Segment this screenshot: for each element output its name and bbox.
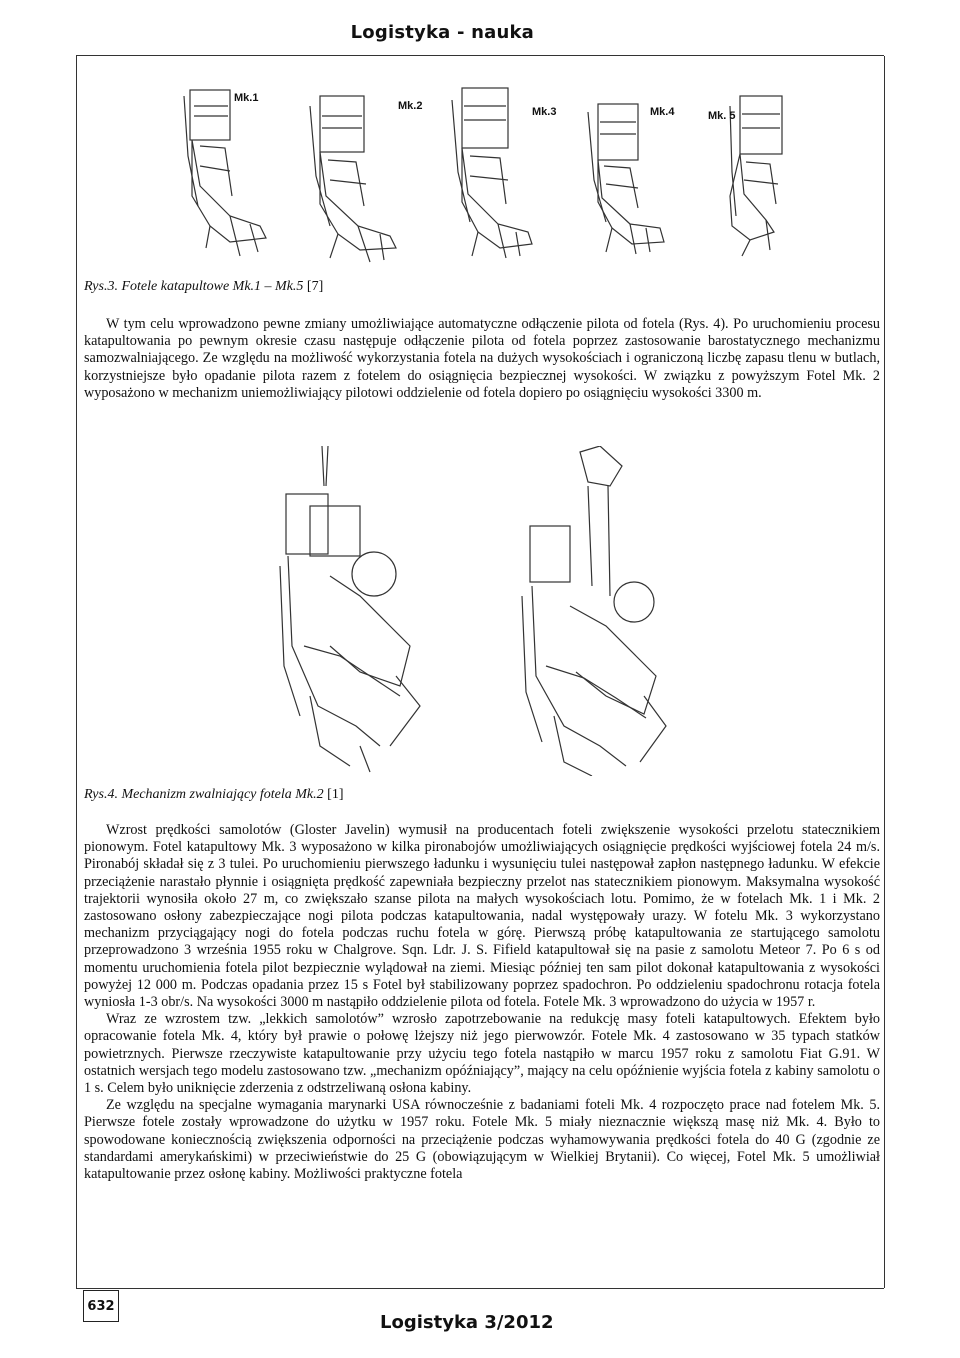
label-mk4: Mk.4 <box>650 106 675 118</box>
label-mk3: Mk.3 <box>532 106 557 118</box>
ejection-seats-drawing <box>170 76 790 266</box>
seat-mk5-drawing <box>730 96 782 256</box>
running-header: Logistyka - nauka <box>350 22 534 43</box>
journal-footer: Logistyka 3/2012 <box>380 1312 554 1333</box>
paragraph-4-text: Ze względu na specjalne wymagania marynarki USA równocześnie z badaniami foteli Mk. 4 rozpoczęto prace nad fotelem Mk. 5. Pierwsze fotele zostały wprowadzone do użytku w 1957 roku. Fotele Mk. 5 miały nieznacznie większą masę niż Mk. 4. Było to spowodowane koniecznością zwiększenia odporności na przeciążenie podczas wyhamowywania prędkości fotela do 40 G (zgodnie ze standardami amerykańskimi) w przeciwieństwie do 25 G (obowiązującym w Wielkiej Brytanii). Co więcej, Fotel Mk. 5 umożliwiał katapultowanie przez osłonę kabiny. Możliwości praktyczne fotela <box>84 1097 880 1183</box>
figure3-caption-label: Rys.3. <box>84 279 118 294</box>
seat-mk4-drawing <box>588 104 664 254</box>
body-text <box>84 822 880 1183</box>
paragraph-3-text: Wraz ze wzrostem tzw. „lekkich samolotów” wzrosło zapotrzebowanie na redukcję masy foteli katapultowych. Efektem było opracowanie fotela Mk. 4, który był prawie o połowę lżejszy niż jego pierwowzór. Fotele Mk. 4 zastosowano w 35 typach statków powietrznych. Pierwsze rzeczywiste katapultowanie przy użyciu tego fotela nastąpiło w marcu 1957 roku z samolotu Fiat G.91. W ostatnich wersjach tego modelu zastosowano tzw. „mechanizm opóźniający”, mający na celu opóźnienie wyjścia fotela z kabiny samolotu o 1 s. Celem było uniknięcie zderzenia z odstrzeliwaną osłona kabiny. <box>84 1011 880 1097</box>
right-margin-rule <box>884 56 885 1288</box>
seat-mk3-drawing <box>452 88 532 258</box>
footer-rule <box>76 1288 884 1289</box>
figure4-caption <box>84 786 343 804</box>
left-pilot-seat-drawing <box>280 446 420 772</box>
seat-mk1-drawing <box>184 90 266 256</box>
paragraph-2-text: Wzrost prędkości samolotów (Gloster Javelin) wymusił na producentach foteli zwiększenie wysokości przelotu statecznikiem pionowym. Fotel katapultowy Mk. 3 wyposażono w kilka pironabojów umożliwiających osiągnięcie prędkości wyjściowej fotela 24 m/s. Pironabój składał się z 3 tulei. Po uruchomieniu pierwszego ładunku i wysunięciu tulei następował zapłon następnego ładunku. W efekcie przeciążenie narastało płynnie i osiągnięta prędkość zapewniała bezpieczny przelot nas statecznikiem pionowym. Maksymalna wysokość trajektorii wynosiła około 27 m, co zwiększało szanse pilota na małych wysokościach lotu. Pomimo, że w fotelach Mk. 1 i Mk. 2 zastosowano osłony zabezpieczające nogi pilota podczas katapultowania, nadal występowały urazy. W fotelu Mk. 3 wykorzystano mechanizm przyciągający nogi do fotela podczas ruchu fotela w górę. Pierwszą próbę katapultowania ze startującego samolotu przeprowadzono 3 września 1955 roku w Chalgrove. Sqn. Ldr. J. S. Fifield katapultował się na pasie z samolotu Meteor 7. Po 6 s od momentu uruchomienia fotela pilot bezpiecznie wylądował na ziemi. Miesiąc później ten sam pilot dokonał katapultowania z wysokości powyżej 12 000 m. Podczas opadania przez 15 s Fotel był stabilizowany poprzez spadochron. Po oddzieleniu spadochronu rotacja fotela wyniosła 1-3 obr/s. Na wysokości 3000 m nastąpiło oddzielenie pilota od fotela. Fotele Mk. 3 wprowadzono do użycia w 1957 r. <box>84 822 880 1011</box>
figure-ejection-seats <box>170 76 790 266</box>
figure-release-mechanism <box>270 446 690 776</box>
paragraph-1 <box>84 316 880 402</box>
release-mechanism-drawing <box>270 446 690 776</box>
paragraph-1-text: W tym celu wprowadzono pewne zmiany umożliwiające automatyczne odłączenie pilota od fotela (Rys. 4). Po uruchomieniu procesu katapultowania po pewnym okresie czasu następuje odłączenie pilota od fotela poprzez zastosowanie barostatycznego mechanizmu samozwalniającego. Ze względu na możliwość wykorzystania fotela na dużych wysokościach i ograniczoną liczbę zapasu tlenu w butlach, korzystniejsze było opadanie pilota razem z fotelem do osiągnięcia bezpiecznej wysokości. W związku z powyższym Fotel Mk. 2 wyposażono w mechanizm uniemożliwiający pilotowi oddzielenie od fotela dopiero po osiągnięciu wysokości 3300 m. <box>84 316 880 401</box>
page-number: 632 <box>83 1290 119 1322</box>
figure3-caption-ref: [7] <box>306 279 324 294</box>
label-mk2: Mk.2 <box>398 100 423 112</box>
right-pilot-seat-drawing <box>522 446 666 776</box>
label-mk5: Mk. 5 <box>708 110 736 122</box>
figure3-caption <box>84 278 323 296</box>
figure4-caption-label: Rys.4. <box>84 787 118 802</box>
seat-mk2-drawing <box>310 96 396 262</box>
header-rule <box>76 55 884 56</box>
figure4-caption-text: Mechanizm zwalniający fotela Mk.2 <box>121 787 324 802</box>
label-mk1: Mk.1 <box>234 92 259 104</box>
figure4-caption-ref: [1] <box>327 787 344 802</box>
left-margin-rule <box>76 56 77 1288</box>
figure3-caption-text: Fotele katapultowe Mk.1 – Mk.5 <box>121 279 304 294</box>
